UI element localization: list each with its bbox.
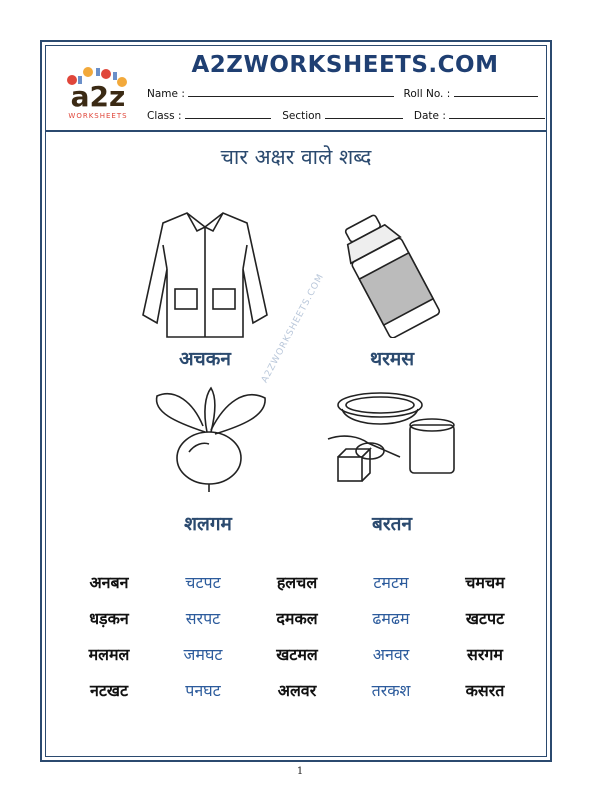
word-item: कसरत — [465, 681, 505, 700]
watermark: A2ZWORKSHEETS.COM — [260, 272, 327, 385]
name-field[interactable] — [188, 86, 394, 97]
picture-label-thermos: थरमस — [369, 348, 415, 370]
utensils-icon — [318, 385, 468, 495]
section-field[interactable] — [325, 108, 403, 119]
turnip-icon — [145, 382, 275, 492]
a2z-logo — [58, 62, 138, 122]
word-item: खटमल — [276, 645, 318, 664]
word-item: दमकल — [276, 609, 318, 628]
class-section-date-row — [147, 108, 545, 122]
roll-field[interactable] — [454, 86, 538, 97]
word-item: धड़कन — [89, 609, 129, 628]
word-item: सरपट — [185, 609, 221, 628]
class-label: Class : — [147, 110, 182, 122]
word-item: अनबन — [89, 573, 129, 592]
word-item: अनवर — [372, 645, 410, 664]
word-item: जमघट — [183, 645, 223, 664]
date-label: Date : — [413, 110, 446, 122]
picture-label-utensils: बरतन — [372, 513, 412, 535]
site-title: A2ZWORKSHEETS.COM — [191, 52, 499, 78]
picture-label-coat: अचकन — [179, 348, 231, 370]
word-item: पनघट — [185, 681, 221, 700]
word-item: अलवर — [277, 681, 317, 700]
word-item: हलचल — [276, 573, 318, 592]
word-item: तरकश — [371, 681, 411, 700]
class-field[interactable] — [185, 108, 271, 119]
worksheet-heading: चार अक्षर वाले शब्द — [220, 145, 372, 169]
word-item: सरगम — [467, 645, 503, 664]
word-item: ढमढम — [372, 609, 410, 628]
picture-label-turnip: शलगम — [184, 513, 232, 535]
word-item: चमचम — [465, 573, 505, 592]
date-field[interactable] — [449, 108, 545, 119]
header-separator — [45, 130, 547, 132]
word-item: खटपट — [465, 609, 505, 628]
name-label: Name : — [147, 88, 185, 100]
logo-subtext: WORKSHEETS — [68, 112, 128, 120]
page-number: 1 — [296, 766, 304, 777]
roll-label: Roll No. : — [403, 88, 451, 100]
name-roll-row — [147, 86, 538, 100]
section-label: Section — [282, 110, 322, 122]
word-grid — [62, 571, 532, 703]
word-item: नटखट — [89, 681, 129, 700]
word-item: मलमल — [88, 645, 130, 664]
word-item: चटपट — [185, 573, 221, 592]
coat-icon — [135, 205, 275, 345]
word-item: टमटम — [373, 573, 409, 592]
logo-text: a2z — [70, 80, 126, 113]
thermos-icon — [320, 208, 460, 338]
